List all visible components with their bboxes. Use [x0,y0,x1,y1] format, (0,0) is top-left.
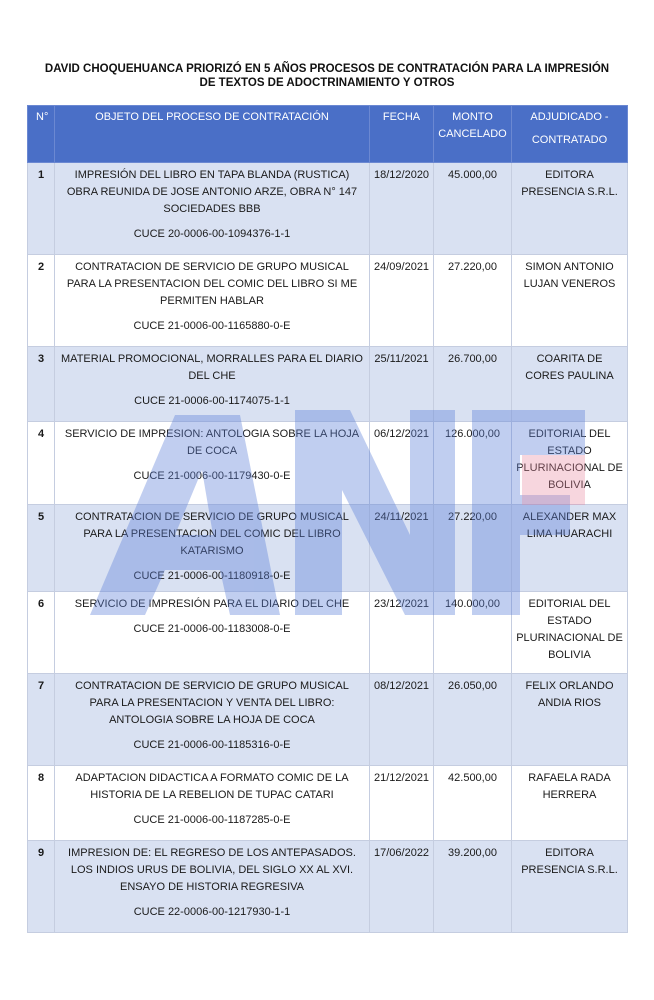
row-awarded: EDITORIAL DEL ESTADO PLURINACIONAL DE BOLIVIA [512,592,628,674]
row-number: 2 [28,255,55,347]
row-cuce: CUCE 21-0006-00-1165880-0-E [133,320,291,332]
row-awarded: ALEXANDER MAX LIMA HUARACHI [512,505,628,592]
row-date: 06/12/2021 [370,422,434,505]
row-cuce: CUCE 22-0006-00-1217930-1-1 [133,906,291,918]
table-row [28,505,628,592]
contracts-table [27,105,628,933]
row-number: 9 [28,841,55,933]
row-amount: 26.050,00 [434,674,512,766]
row-object-text: MATERIAL PROMOCIONAL, MORRALLES PARA EL DIARIO DEL CHE [61,353,363,382]
row-object [55,163,370,255]
row-date: 24/11/2021 [370,505,434,592]
row-object [55,505,370,592]
table-row [28,841,628,933]
row-object-text: ADAPTACION DIDACTICA A FORMATO COMIC DE LA HISTORIA DE LA REBELION DE TUPAC CATARI [75,772,349,801]
row-awarded: COARITA DE CORES PAULINA [512,347,628,422]
row-amount: 39.200,00 [434,841,512,933]
row-date: 24/09/2021 [370,255,434,347]
row-object [55,766,370,841]
row-date: 08/12/2021 [370,674,434,766]
header-amount [434,106,512,163]
table-header-row [28,106,628,163]
row-amount: 45.000,00 [434,163,512,255]
row-object-text: SERVICIO DE IMPRESIÓN PARA EL DIARIO DEL CHE [74,598,350,610]
row-cuce: CUCE 21-0006-00-1183008-0-E [133,623,291,635]
table-row [28,674,628,766]
row-number: 3 [28,347,55,422]
row-number: 4 [28,422,55,505]
row-object-text: CONTRATACION DE SERVICIO DE GRUPO MUSICAL PARA LA PRESENTACION DEL COMIC DEL LIBRO KATARISMO [75,511,349,557]
row-object-text: CONTRATACION DE SERVICIO DE GRUPO MUSICAL PARA LA PRESENTACION Y VENTA DEL LIBRO: ANTOLOGIA SOBRE LA HOJA DE COCA [75,680,349,726]
table-row [28,592,628,674]
row-object [55,841,370,933]
row-awarded: EDITORIAL DEL ESTADO PLURINACIONAL DE BOLIVIA [512,422,628,505]
row-object [55,255,370,347]
row-amount: 27.220,00 [434,255,512,347]
header-awarded-line2: CONTRATADO [531,134,608,146]
document-title: DAVID CHOQUEHUANCA PRIORIZÓ EN 5 AÑOS PROCESOS DE CONTRATACIÓN PARA LA IMPRESIÓN DE TEXTOS DE ADOCTRINAMIENTO Y OTROS [44,63,610,89]
row-number: 7 [28,674,55,766]
header-number: N° [28,106,55,163]
row-cuce: CUCE 20-0006-00-1094376-1-1 [133,228,291,240]
row-number: 1 [28,163,55,255]
row-cuce: CUCE 21-0006-00-1185316-0-E [133,739,291,751]
row-amount: 26.700,00 [434,347,512,422]
row-cuce: CUCE 21-0006-00-1180918-0-E [133,570,291,582]
row-cuce: CUCE 21-0006-00-1187285-0-E [133,814,291,826]
header-object: OBJETO DEL PROCESO DE CONTRATACIÓN [55,106,370,163]
row-object [55,347,370,422]
row-date: 23/12/2021 [370,592,434,674]
row-number: 5 [28,505,55,592]
row-object-text: CONTRATACION DE SERVICIO DE GRUPO MUSICAL PARA LA PRESENTACION DEL COMIC DEL LIBRO SI ME PERMITEN HABLAR [66,261,358,307]
row-awarded: EDITORA PRESENCIA S.R.L. [512,163,628,255]
row-date: 18/12/2020 [370,163,434,255]
row-amount: 27.220,00 [434,505,512,592]
row-number: 8 [28,766,55,841]
table-row [28,347,628,422]
row-date: 17/06/2022 [370,841,434,933]
row-amount: 140.000,00 [434,592,512,674]
header-awarded [512,106,628,163]
header-amount-line2: CANCELADO [438,128,507,140]
row-object-text: SERVICIO DE IMPRESION: ANTOLOGIA SOBRE LA HOJA DE COCA [64,428,360,457]
row-cuce: CUCE 21-0006-00-1174075-1-1 [134,395,290,407]
row-object [55,422,370,505]
row-awarded: FELIX ORLANDO ANDIA RIOS [512,674,628,766]
header-awarded-line1: ADJUDICADO - [530,111,609,123]
row-awarded: RAFAELA RADA HERRERA [512,766,628,841]
row-object [55,592,370,674]
row-amount: 42.500,00 [434,766,512,841]
row-number: 6 [28,592,55,674]
row-object-text: IMPRESION DE: EL REGRESO DE LOS ANTEPASADOS. LOS INDIOS URUS DE BOLIVIA, DEL SIGLO XX AL XVI. ENSAYO DE HISTORIA REGRESIVA [68,847,356,893]
row-date: 21/12/2021 [370,766,434,841]
table-row [28,163,628,255]
row-awarded: EDITORA PRESENCIA S.R.L. [512,841,628,933]
header-amount-line1: MONTO [452,111,493,123]
row-object [55,674,370,766]
table-row [28,766,628,841]
table-row [28,422,628,505]
row-amount: 126.000,00 [434,422,512,505]
row-object-text: IMPRESIÓN DEL LIBRO EN TAPA BLANDA (RUSTICA) OBRA REUNIDA DE JOSE ANTONIO ARZE, OBRA N° 147 SOCIEDADES BBB [66,169,358,215]
header-date: FECHA [370,106,434,163]
row-awarded: SIMON ANTONIO LUJAN VENEROS [512,255,628,347]
row-date: 25/11/2021 [370,347,434,422]
table-row [28,255,628,347]
row-cuce: CUCE 21-0006-00-1179430-0-E [133,470,291,482]
